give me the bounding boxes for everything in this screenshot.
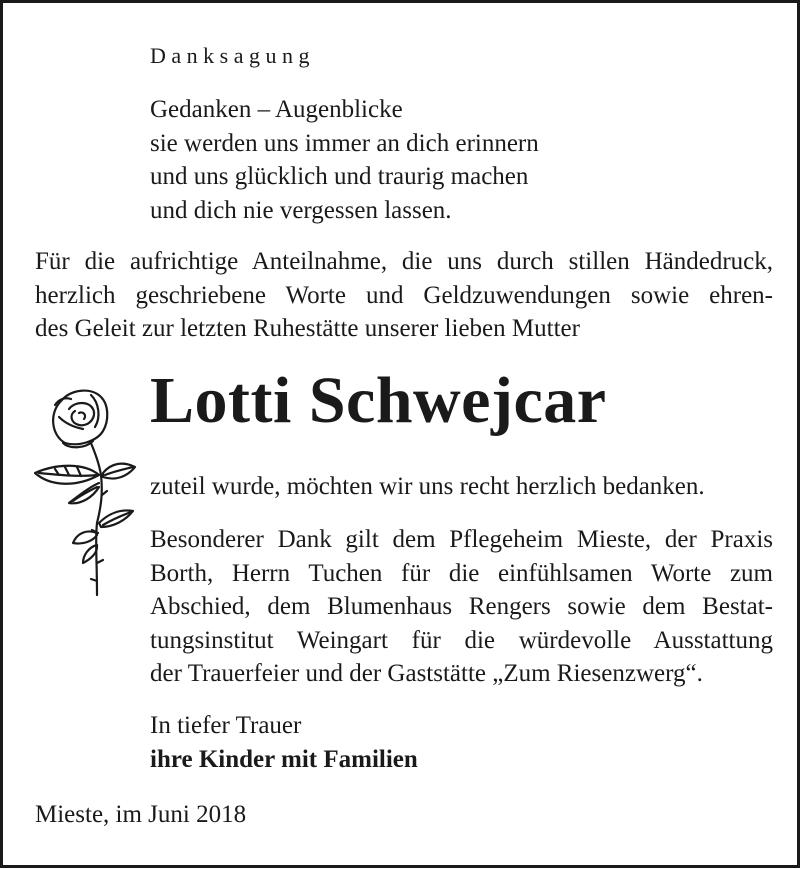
intro-line: herzlich geschriebene Worte und Geldzuwendungen sowie ehren- [35,281,773,309]
poem [150,93,539,227]
poem-line: Gedanken – Augenblicke [150,96,403,123]
poem-line: und uns glücklich und traurig machen [150,163,529,190]
thanks-line: der Trauerfeier und der Gaststätte „Zum Riesenzwerg“. [150,660,703,687]
intro-paragraph [35,245,773,346]
thanks-paragraph [150,523,773,691]
intro-line: Für die aufrichtige Anteilnahme, die uns durch stillen Händedruck, [35,248,773,275]
gratitude-line: zuteil wurde, möchten wir uns recht herzlich bedanken. [150,473,705,500]
thanks-line: Besonderer Dank gilt dem Pflegeheim Mieste, der Praxis [150,526,773,553]
thanks-line: tungsinstitut Weingart für die würdevolle Ausstattung [150,626,773,654]
place-date: Mieste, im Juni 2018 [35,801,247,828]
thanks-line: Borth, Herrn Tuchen für die einfühlsamen Worte zum [150,559,773,587]
signoff-family: ihre Kinder mit Familien [150,745,418,773]
heading: Danksagung [150,43,315,68]
intro-line: des Geleit zur letzten Ruhestätte unserer lieben Mutter [35,315,580,342]
thanks-line: Abschied, dem Blumenhaus Rengers sowie dem Bestat- [150,593,773,620]
poem-line: und dich nie vergessen lassen. [150,196,452,224]
signoff-mourning: In tiefer Trauer [150,712,302,739]
deceased-name: Lotti Schwejcar [150,364,607,437]
signoff [150,709,418,776]
poem-line: sie werden uns immer an dich erinnern [150,129,539,157]
rose-icon [29,383,141,603]
